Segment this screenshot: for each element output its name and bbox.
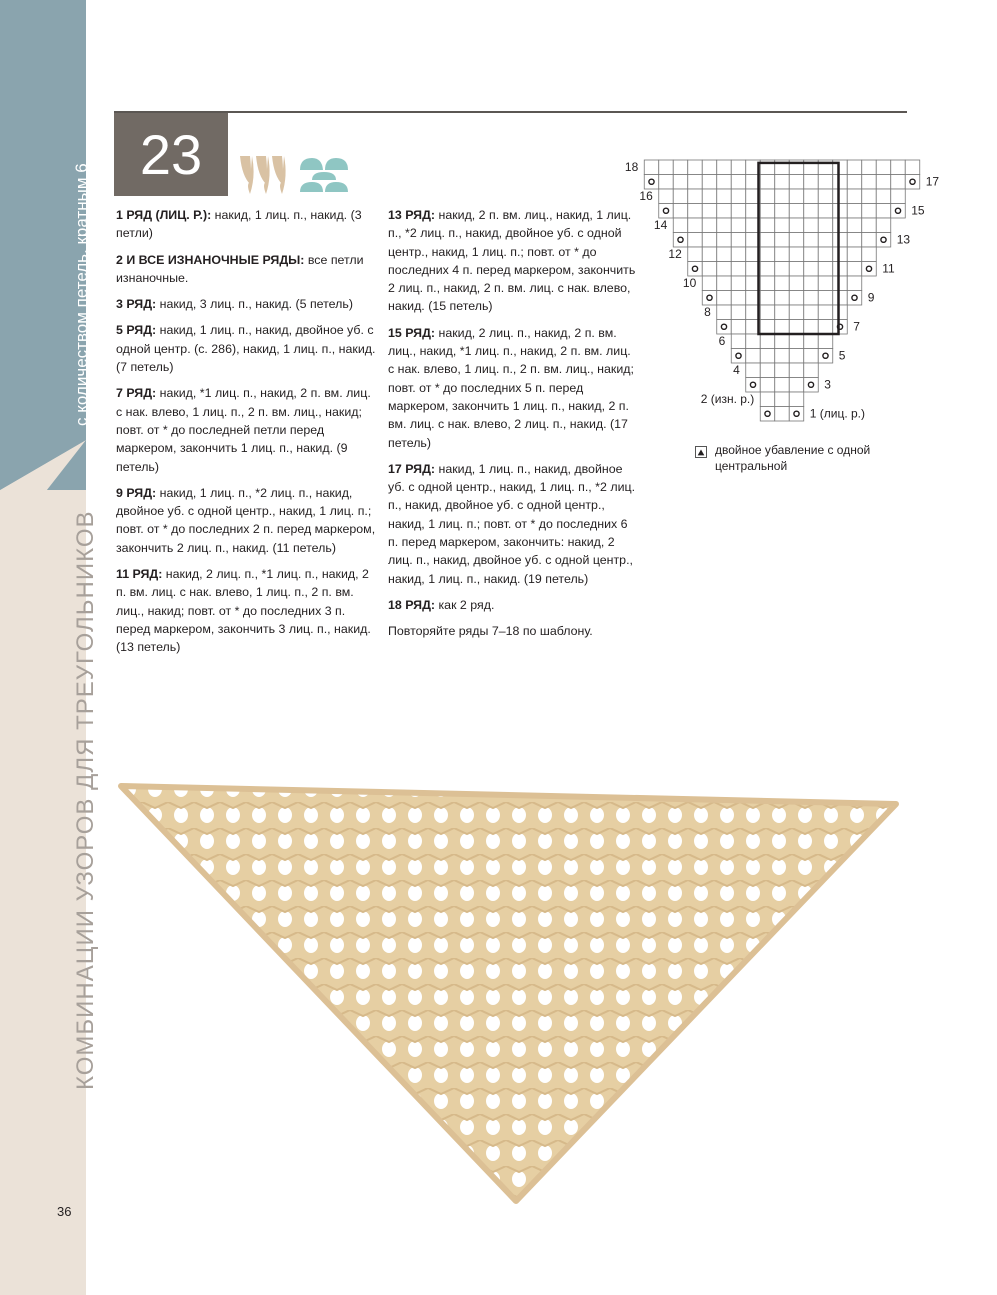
chart-cell xyxy=(833,218,848,233)
chart-cell xyxy=(804,189,819,204)
chart-legend xyxy=(695,442,895,474)
chart-cell xyxy=(717,320,732,335)
chart-cell xyxy=(746,363,761,378)
chart-cell xyxy=(775,349,790,364)
chart-cell xyxy=(847,233,862,248)
chart-cell xyxy=(876,160,891,175)
purl-stitch-icon xyxy=(298,156,350,194)
chart-cell xyxy=(717,204,732,219)
instructions-column-1 xyxy=(116,206,378,665)
chart-cell xyxy=(673,189,688,204)
chart-cell xyxy=(789,305,804,320)
chart-cell xyxy=(876,175,891,190)
chart-cell xyxy=(702,233,717,248)
chart-cell xyxy=(673,204,688,219)
chart-cell xyxy=(818,189,833,204)
chart-cell xyxy=(818,276,833,291)
row-instruction: 9 РЯД: накид, 1 лиц. п., *2 лиц. п., накид, двойное уб. с одной центр., накид, 1 лиц. п.; повт. от * до последних 2 п. перед маркером, закончить 2 лиц. п., накид. (11 петель) xyxy=(116,485,376,555)
chart-cell xyxy=(833,189,848,204)
chart-cell xyxy=(717,276,732,291)
knit-stitch-icon xyxy=(238,154,290,196)
chart-cell xyxy=(659,189,674,204)
chart-cell xyxy=(731,233,746,248)
chart-cell xyxy=(862,233,877,248)
chart-cell xyxy=(688,204,703,219)
chart-cell xyxy=(644,160,659,175)
chart-cell xyxy=(818,305,833,320)
chart-cell xyxy=(833,204,848,219)
chart-cell xyxy=(789,363,804,378)
chart-cell xyxy=(760,392,775,407)
repeat-note: Повторяйте ряды 7–18 по шаблону. xyxy=(388,624,593,639)
chart-cell xyxy=(804,175,819,190)
sidebar xyxy=(0,0,99,1295)
chart-cell xyxy=(833,320,848,335)
chart-cell xyxy=(760,189,775,204)
chart-cell xyxy=(775,392,790,407)
chart-cell xyxy=(847,291,862,306)
chart-cell xyxy=(760,305,775,320)
chart-cell xyxy=(818,291,833,306)
chart-cell xyxy=(760,204,775,219)
header-rule xyxy=(114,111,907,113)
chart-cell xyxy=(804,262,819,277)
chart-cell xyxy=(833,291,848,306)
chart-cell xyxy=(717,291,732,306)
chart-cell xyxy=(775,247,790,262)
chart-cell xyxy=(818,320,833,335)
chart-cell xyxy=(789,262,804,277)
row-label-right: 5 xyxy=(838,348,846,363)
chart-cell xyxy=(717,175,732,190)
row-label-left: 4 xyxy=(733,363,740,377)
chart-cell xyxy=(673,175,688,190)
chart-cell xyxy=(746,349,761,364)
row-label-right: 1 (лиц. р.) xyxy=(809,406,866,421)
chart-cell xyxy=(746,378,761,393)
row-label-left: 12 xyxy=(668,247,682,261)
chart-cell xyxy=(804,291,819,306)
chart-cell xyxy=(731,175,746,190)
chart-cell xyxy=(818,204,833,219)
chart-cell xyxy=(818,175,833,190)
chart-cell xyxy=(731,291,746,306)
chart-cell xyxy=(876,189,891,204)
chart-cell xyxy=(717,247,732,262)
chart-cell xyxy=(789,189,804,204)
row-label-right: 17 xyxy=(925,174,940,189)
knitted-shawl-photo xyxy=(116,776,901,1206)
chart-cell xyxy=(760,291,775,306)
chart-cell xyxy=(804,247,819,262)
chart-cell xyxy=(688,160,703,175)
chart-cell xyxy=(847,189,862,204)
chart-cell xyxy=(659,160,674,175)
chart-cell xyxy=(775,407,790,422)
row-instruction: 13 РЯД: накид, 2 п. вм. лиц., накид, 1 лиц. п., *2 лиц. п., накид, двойное уб. с одной центр., накид, 1 лиц. п.; повт. от * до последних 4 п. перед маркером, закончить 2 лиц. п., накид, 2 п. вм. лиц. с нак. влево, накид. (15 петель) xyxy=(388,208,636,314)
chart-cell xyxy=(891,204,906,219)
chart-cell xyxy=(702,276,717,291)
chart-cell xyxy=(717,160,732,175)
chart-cell xyxy=(818,262,833,277)
chart-cell xyxy=(775,363,790,378)
chart-cell xyxy=(862,262,877,277)
chart-cell xyxy=(760,320,775,335)
chart-cell xyxy=(702,160,717,175)
row-label-left: 18 xyxy=(624,160,639,174)
chart-cell xyxy=(659,175,674,190)
chart-cell xyxy=(847,204,862,219)
chart-cell xyxy=(847,276,862,291)
chart-cell xyxy=(818,233,833,248)
chart-cell xyxy=(731,262,746,277)
chart-cell xyxy=(789,175,804,190)
chart-cell xyxy=(688,175,703,190)
chart-cell xyxy=(673,218,688,233)
row-instruction: 7 РЯД: накид, *1 лиц. п., накид, 2 п. вм. лиц. с нак. влево, 1 лиц. п., 2 п. вм. лиц., накид; повт. от * до последней петли перед маркером, закончить 1 лиц. п., накид. (9 петель) xyxy=(116,386,371,474)
chart-cell xyxy=(717,189,732,204)
chart-cell xyxy=(789,204,804,219)
chart-cell xyxy=(905,160,920,175)
chart-cell xyxy=(717,262,732,277)
chart-cell xyxy=(760,262,775,277)
legend-text: двойное убавление с одной центральной xyxy=(715,443,871,473)
row-label-right: 15 xyxy=(911,203,925,218)
chart-cell xyxy=(659,204,674,219)
chart-cell xyxy=(688,189,703,204)
chart-cell xyxy=(702,204,717,219)
chart-cell xyxy=(702,189,717,204)
chart-cell xyxy=(804,363,819,378)
chart-cell xyxy=(702,175,717,190)
chart-cell xyxy=(731,189,746,204)
chart-cell xyxy=(760,233,775,248)
knitting-chart xyxy=(612,158,942,428)
row-instruction: 5 РЯД: накид, 1 лиц. п., накид, двойное уб. с одной центр. (с. 286), накид, 1 лиц. п., накид. (7 петель) xyxy=(116,323,376,375)
chart-cell xyxy=(717,233,732,248)
chart-cell xyxy=(818,218,833,233)
row-instruction: 17 РЯД: накид, 1 лиц. п., накид, двойное уб. с одной центр., накид, 1 лиц. п., *2 лиц. п., накид, двойное уб. с одной центр., накид, 1 лиц. п.; повт. от * до последних 6 п. перед маркером, закончить: накид, 2 лиц. п., накид, двойное уб. с одной центр., накид, 1 лиц. п., накид. (19 петель) xyxy=(388,461,636,586)
chart-cell xyxy=(731,160,746,175)
chart-cell xyxy=(789,233,804,248)
row-label-right: 11 xyxy=(882,261,895,276)
row-instruction: 18 РЯД: как 2 ряд. xyxy=(388,597,495,612)
sidebar-subtitle: с количеством петель, кратным 6 xyxy=(72,163,91,426)
instructions-column-2 xyxy=(388,206,640,649)
chart-cell xyxy=(731,334,746,349)
chart-cell xyxy=(731,204,746,219)
chart-cell xyxy=(847,175,862,190)
chart-cell xyxy=(891,189,906,204)
chart-cell xyxy=(862,175,877,190)
row-label-right: 13 xyxy=(896,232,911,247)
chart-cell xyxy=(891,175,906,190)
chart-cell xyxy=(789,334,804,349)
chart-cell xyxy=(818,334,833,349)
chart-cell xyxy=(717,305,732,320)
chart-cell xyxy=(688,247,703,262)
row-label-right: 3 xyxy=(824,377,831,392)
chart-cell xyxy=(760,378,775,393)
chart-cell xyxy=(804,378,819,393)
chart-cell xyxy=(862,204,877,219)
chart-cell xyxy=(775,262,790,277)
chart-cell xyxy=(804,320,819,335)
row-label-left: 10 xyxy=(682,276,697,290)
chart-cell xyxy=(746,334,761,349)
chart-cell xyxy=(847,262,862,277)
chart-cell xyxy=(760,363,775,378)
chart-cell xyxy=(789,392,804,407)
chart-cell xyxy=(789,320,804,335)
row-label-left: 6 xyxy=(718,334,726,348)
chart-cell xyxy=(731,305,746,320)
chart-cell xyxy=(760,175,775,190)
chart-cell xyxy=(804,204,819,219)
chart-cell xyxy=(789,276,804,291)
chart-cell xyxy=(760,334,775,349)
chart-cell xyxy=(789,218,804,233)
chart-cell xyxy=(731,320,746,335)
page-number: 36 xyxy=(57,1204,72,1219)
chart-cell xyxy=(804,276,819,291)
chart-cell xyxy=(847,218,862,233)
chart-cell xyxy=(833,233,848,248)
chart-cell xyxy=(804,305,819,320)
chart-cell xyxy=(688,262,703,277)
chart-cell xyxy=(804,334,819,349)
chart-cell xyxy=(789,291,804,306)
chart-cell xyxy=(818,349,833,364)
chart-cell xyxy=(775,378,790,393)
chart-cell xyxy=(789,407,804,422)
chart-cell xyxy=(789,349,804,364)
chart-cell xyxy=(731,276,746,291)
chart-cell xyxy=(818,247,833,262)
chart-cell xyxy=(905,175,920,190)
row-instruction: 2 И ВСЕ ИЗНАНОЧНЫЕ РЯДЫ: все петли изнаночные. xyxy=(116,252,364,285)
row-instruction: 15 РЯД: накид, 2 лиц. п., накид, 2 п. вм. лиц., накид, *1 лиц. п., накид, 2 п. вм. лиц. с нак. влево, 1 лиц. п., 2 п. вм. лиц., накид; повт. от * до последних 5 п. перед маркером, закончить 1 лиц. п., накид, 2 п. вм. лиц. с нак. влево, 2 лиц. п., накид. (17 петель) xyxy=(388,325,634,450)
row-instruction: 3 РЯД: накид, 3 лиц. п., накид. (5 петель) xyxy=(116,297,353,312)
chart-cell xyxy=(775,320,790,335)
chart-cell xyxy=(775,276,790,291)
chart-cell xyxy=(775,189,790,204)
chart-cell xyxy=(775,175,790,190)
chart-cell xyxy=(862,218,877,233)
chart-cell xyxy=(833,262,848,277)
chart-cell xyxy=(833,305,848,320)
chart-cell xyxy=(775,218,790,233)
chart-cell xyxy=(789,247,804,262)
row-instruction: 11 РЯД: накид, 2 лиц. п., *1 лиц. п., накид, 2 п. вм. лиц. с нак. влево, 1 лиц. п., 2 п. вм. лиц., накид; повт. от * до последних 3 п. перед маркером, закончить 3 лиц. п., накид. (13 петель) xyxy=(116,567,371,655)
chart-cell xyxy=(702,262,717,277)
chart-cell xyxy=(804,218,819,233)
chart-cell xyxy=(702,291,717,306)
row-label-right: 9 xyxy=(867,290,875,305)
pattern-number: 23 xyxy=(114,113,228,196)
row-label-left: 14 xyxy=(653,218,668,232)
sidebar-title: КОМБИНАЦИИ УЗОРОВ ДЛЯ ТРЕУГОЛЬНИКОВ xyxy=(72,510,99,1090)
chart-cell xyxy=(775,305,790,320)
chart-cell xyxy=(891,160,906,175)
chart-cell xyxy=(731,349,746,364)
chart-cell xyxy=(688,218,703,233)
chart-cell xyxy=(862,189,877,204)
chart-cell xyxy=(717,218,732,233)
double-decrease-icon xyxy=(695,446,707,458)
chart-cell xyxy=(862,247,877,262)
chart-cell xyxy=(673,160,688,175)
chart-cell xyxy=(688,233,703,248)
chart-cell xyxy=(644,175,659,190)
chart-cell xyxy=(760,407,775,422)
chart-cell xyxy=(789,378,804,393)
chart-cell xyxy=(876,204,891,219)
row-label-left: 16 xyxy=(639,189,653,203)
chart-cell xyxy=(760,247,775,262)
row-label-left: 2 (изн. р.) xyxy=(700,392,755,406)
chart-cell xyxy=(876,218,891,233)
chart-cell xyxy=(876,233,891,248)
row-instruction: 1 РЯД (ЛИЦ. Р.): накид, 1 лиц. п., накид. (3 петли) xyxy=(116,208,362,241)
chart-cell xyxy=(804,349,819,364)
chart-cell xyxy=(702,218,717,233)
chart-cell xyxy=(847,247,862,262)
chart-cell xyxy=(760,276,775,291)
chart-cell xyxy=(833,247,848,262)
row-label-left: 8 xyxy=(704,305,711,319)
chart-cell xyxy=(702,247,717,262)
chart-cell xyxy=(804,233,819,248)
chart-cell xyxy=(862,160,877,175)
chart-cell xyxy=(775,204,790,219)
chart-cell xyxy=(775,233,790,248)
chart-cell xyxy=(833,276,848,291)
chart-cell xyxy=(847,160,862,175)
chart-cell xyxy=(775,291,790,306)
chart-cell xyxy=(731,247,746,262)
chart-cell xyxy=(775,334,790,349)
chart-cell xyxy=(760,218,775,233)
chart-cell xyxy=(731,218,746,233)
chart-cell xyxy=(833,175,848,190)
chart-cell xyxy=(673,233,688,248)
chart-cell xyxy=(760,349,775,364)
row-label-right: 7 xyxy=(853,319,860,334)
